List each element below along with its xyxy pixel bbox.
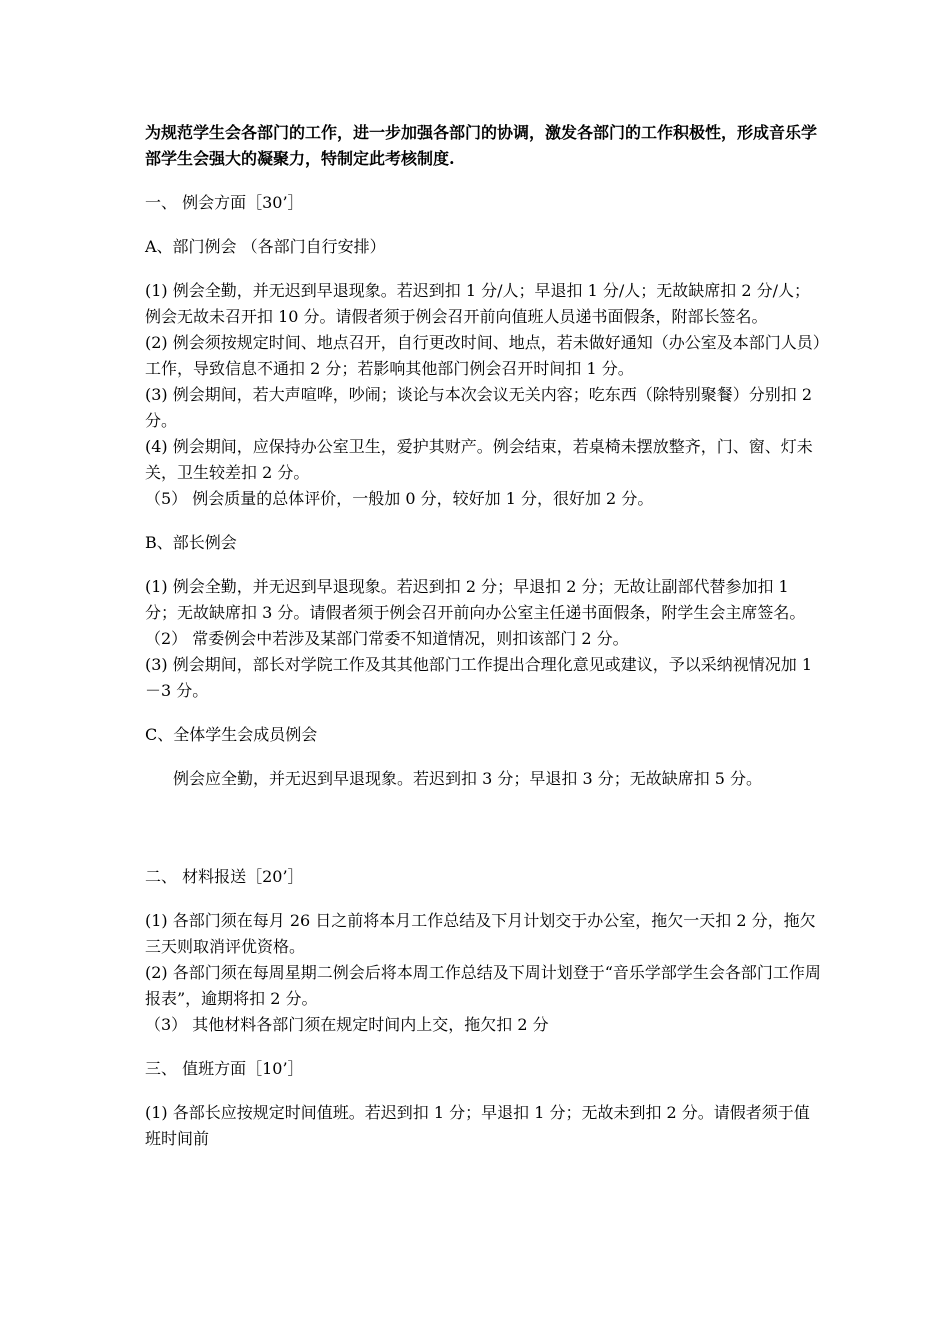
section-1a-items (145, 278, 825, 512)
list-item: （5） 例会质量的总体评价，一般加 0 分，较好加 1 分，很好加 2 分。 (145, 489, 654, 508)
list-item: (3) 例会期间，部长对学院工作及其其他部门工作提出合理化意见或建议，予以采纳视情况加 1－3 分。 (145, 655, 813, 700)
section-1c-text: 例会应全勤，并无迟到早退现象。若迟到扣 3 分；早退扣 3 分；无故缺席扣 5 分。 (173, 769, 763, 788)
list-item: (2) 各部门须在每周星期二例会后将本周工作总结及下周计划登于“音乐学部学生会各部门工作周报表”，逾期将扣 2 分。 (145, 963, 821, 1008)
list-item: (1) 各部长应按规定时间值班。若迟到扣 1 分；早退扣 1 分；无故未到扣 2 分。请假者须于值班时间前 (145, 1103, 810, 1148)
section-1-heading: 一、 例会方面［30’］ (145, 193, 304, 212)
list-item: （3） 其他材料各部门须在规定时间内上交，拖欠扣 2 分 (145, 1015, 549, 1034)
list-item: (3) 例会期间，若大声喧哗，吵闹；谈论与本次会议无关内容；吃东西（除特别聚餐）分别扣 2 分。 (145, 385, 813, 430)
section-2-heading: 二、 材料报送［20’］ (145, 867, 304, 886)
section-1b-heading: B、部长例会 (145, 533, 237, 552)
list-item: (2) 例会须按规定时间、地点召开，自行更改时间、地点，若未做好通知（办公室及本部门人员）工作，导致信息不通扣 2 分；若影响其他部门例会召开时间扣 1 分。 (145, 333, 821, 378)
intro-paragraph: 为规范学生会各部门的工作，进一步加强各部门的协调，激发各部门的工作积极性，形成音乐学部学生会强大的凝聚力，特制定此考核制度. (145, 123, 818, 168)
section-3-items (145, 1100, 825, 1152)
list-item: （2） 常委例会中若涉及某部门常委不知道情况，则扣该部门 2 分。 (145, 629, 629, 648)
section-1a-heading: A、部门例会 （各部门自行安排） (145, 237, 386, 256)
list-item: (1) 各部门须在每月 26 日之前将本月工作总结及下月计划交于办公室，拖欠一天扣 2 分，拖欠三天则取消评优资格。 (145, 911, 816, 956)
document-page (145, 120, 825, 1170)
section-1c-heading: C、全体学生会成员例会 (145, 725, 318, 744)
list-item: (1) 例会全勤，并无迟到早退现象。若迟到扣 1 分/人；早退扣 1 分/人；无故缺席扣 2 分/人；例会无故未召开扣 10 分。请假者须于例会召开前向值班人员递书面假条，附部长签名。 (145, 281, 810, 326)
section-2-items (145, 908, 825, 1038)
section-1b-items (145, 574, 825, 704)
section-3-heading: 三、 值班方面［10’］ (145, 1059, 304, 1078)
list-item: (4) 例会期间，应保持办公室卫生，爱护其财产。例会结束，若桌椅未摆放整齐，门、窗、灯未关，卫生较差扣 2 分。 (145, 437, 813, 482)
list-item: (1) 例会全勤，并无迟到早退现象。若迟到扣 2 分；早退扣 2 分；无故让副部代替参加扣 1 分；无故缺席扣 3 分。请假者须于例会召开前向办公室主任递书面假条，附学生会主席签名。 (145, 577, 806, 622)
